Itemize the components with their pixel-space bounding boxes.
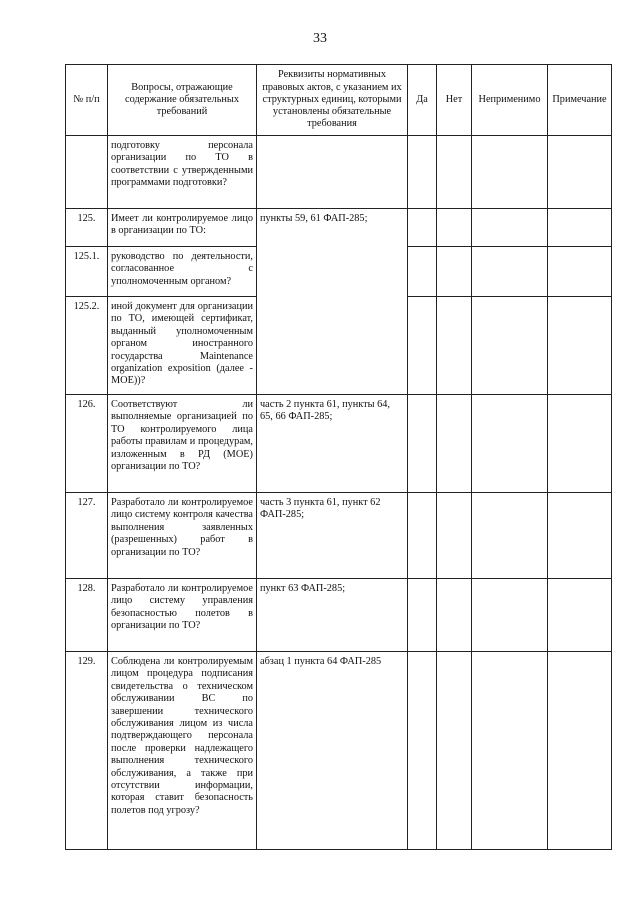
yes-cell[interactable] xyxy=(408,297,437,395)
not-applicable-cell[interactable] xyxy=(472,579,548,652)
row-requisites: часть 3 пункта 61, пункт 62 ФАП-285; xyxy=(257,493,408,579)
no-cell[interactable] xyxy=(437,297,472,395)
note-cell[interactable] xyxy=(548,297,612,395)
no-cell[interactable] xyxy=(437,579,472,652)
header-num: № п/п xyxy=(66,65,108,136)
yes-cell[interactable] xyxy=(408,652,437,850)
yes-cell[interactable] xyxy=(408,209,437,247)
row-requisites: пункт 63 ФАП-285; xyxy=(257,579,408,652)
header-requisites: Реквизиты нормативных правовых актов, с указанием их структурных единиц, которыми установлены обязательные требования xyxy=(257,65,408,136)
note-cell[interactable] xyxy=(548,579,612,652)
requirements-checklist-table xyxy=(65,64,612,850)
note-cell[interactable] xyxy=(548,209,612,247)
row-question: Соответствуют ли выполняемые организацией по ТО контролируемого лица работы правилам и процедурам, изложенным в РД (МОЕ) организации по ТО? xyxy=(108,395,257,493)
note-cell[interactable] xyxy=(548,652,612,850)
yes-cell[interactable] xyxy=(408,395,437,493)
row-question: иной документ для организации по ТО, имеющей сертификат, выданный уполномоченным органом иностранного государства Maintenance organization exposition (далее - МОЕ))? xyxy=(108,297,257,395)
not-applicable-cell[interactable] xyxy=(472,493,548,579)
table-row xyxy=(66,136,612,209)
yes-cell[interactable] xyxy=(408,136,437,209)
header-note: Примечание xyxy=(548,65,612,136)
row-requisites: часть 2 пункта 61, пункты 64, 65, 66 ФАП-285; xyxy=(257,395,408,493)
row-number: 126. xyxy=(66,395,108,493)
row-question: руководство по деятельности, согласованное с уполномоченным органом? xyxy=(108,247,257,297)
row-question: подготовку персонала организации по ТО в соответствии с утвержденными программами подготовки? xyxy=(108,136,257,209)
no-cell[interactable] xyxy=(437,493,472,579)
row-number: 125. xyxy=(66,209,108,247)
no-cell[interactable] xyxy=(437,395,472,493)
note-cell[interactable] xyxy=(548,136,612,209)
not-applicable-cell[interactable] xyxy=(472,652,548,850)
row-number: 127. xyxy=(66,493,108,579)
not-applicable-cell[interactable] xyxy=(472,136,548,209)
note-cell[interactable] xyxy=(548,247,612,297)
row-number: 125.2. xyxy=(66,297,108,395)
page-number: 33 xyxy=(313,31,327,46)
row-question: Соблюдена ли контролируемым лицом процедура подписания свидетельства о техническом обслуживании ВС по завершении технического обслуживания лицом из числа подтверждающего персонала после проверки надлежащего выполнения технического обслуживания, а также при отсутствии информации, которая ставит безопасность полетов под угрозу? xyxy=(108,652,257,850)
no-cell[interactable] xyxy=(437,652,472,850)
row-number xyxy=(66,136,108,209)
header-no: Нет xyxy=(437,65,472,136)
no-cell[interactable] xyxy=(437,136,472,209)
yes-cell[interactable] xyxy=(408,493,437,579)
header-not-applicable: Неприменимо xyxy=(472,65,548,136)
row-question: Разработало ли контролируемое лицо систему управления безопасностью полетов в организации по ТО? xyxy=(108,579,257,652)
not-applicable-cell[interactable] xyxy=(472,209,548,247)
table-row xyxy=(66,652,612,850)
no-cell[interactable] xyxy=(437,209,472,247)
header-questions: Вопросы, отражающие содержание обязательных требований xyxy=(108,65,257,136)
table-header-row xyxy=(66,65,612,136)
no-cell[interactable] xyxy=(437,247,472,297)
row-number: 129. xyxy=(66,652,108,850)
yes-cell[interactable] xyxy=(408,579,437,652)
header-yes: Да xyxy=(408,65,437,136)
not-applicable-cell[interactable] xyxy=(472,395,548,493)
row-requisites: пункты 59, 61 ФАП-285; xyxy=(257,209,408,395)
table-row xyxy=(66,493,612,579)
table-row xyxy=(66,209,612,247)
table-row xyxy=(66,395,612,493)
yes-cell[interactable] xyxy=(408,247,437,297)
row-question: Имеет ли контролируемое лицо в организации по ТО: xyxy=(108,209,257,247)
row-question: Разработало ли контролируемое лицо систему контроля качества выполнения заявленных (разрешенных) работ в организации по ТО? xyxy=(108,493,257,579)
row-number: 125.1. xyxy=(66,247,108,297)
not-applicable-cell[interactable] xyxy=(472,247,548,297)
row-requisites xyxy=(257,136,408,209)
note-cell[interactable] xyxy=(548,493,612,579)
row-requisites: абзац 1 пункта 64 ФАП-285 xyxy=(257,652,408,850)
not-applicable-cell[interactable] xyxy=(472,297,548,395)
row-number: 128. xyxy=(66,579,108,652)
table-row xyxy=(66,579,612,652)
note-cell[interactable] xyxy=(548,395,612,493)
